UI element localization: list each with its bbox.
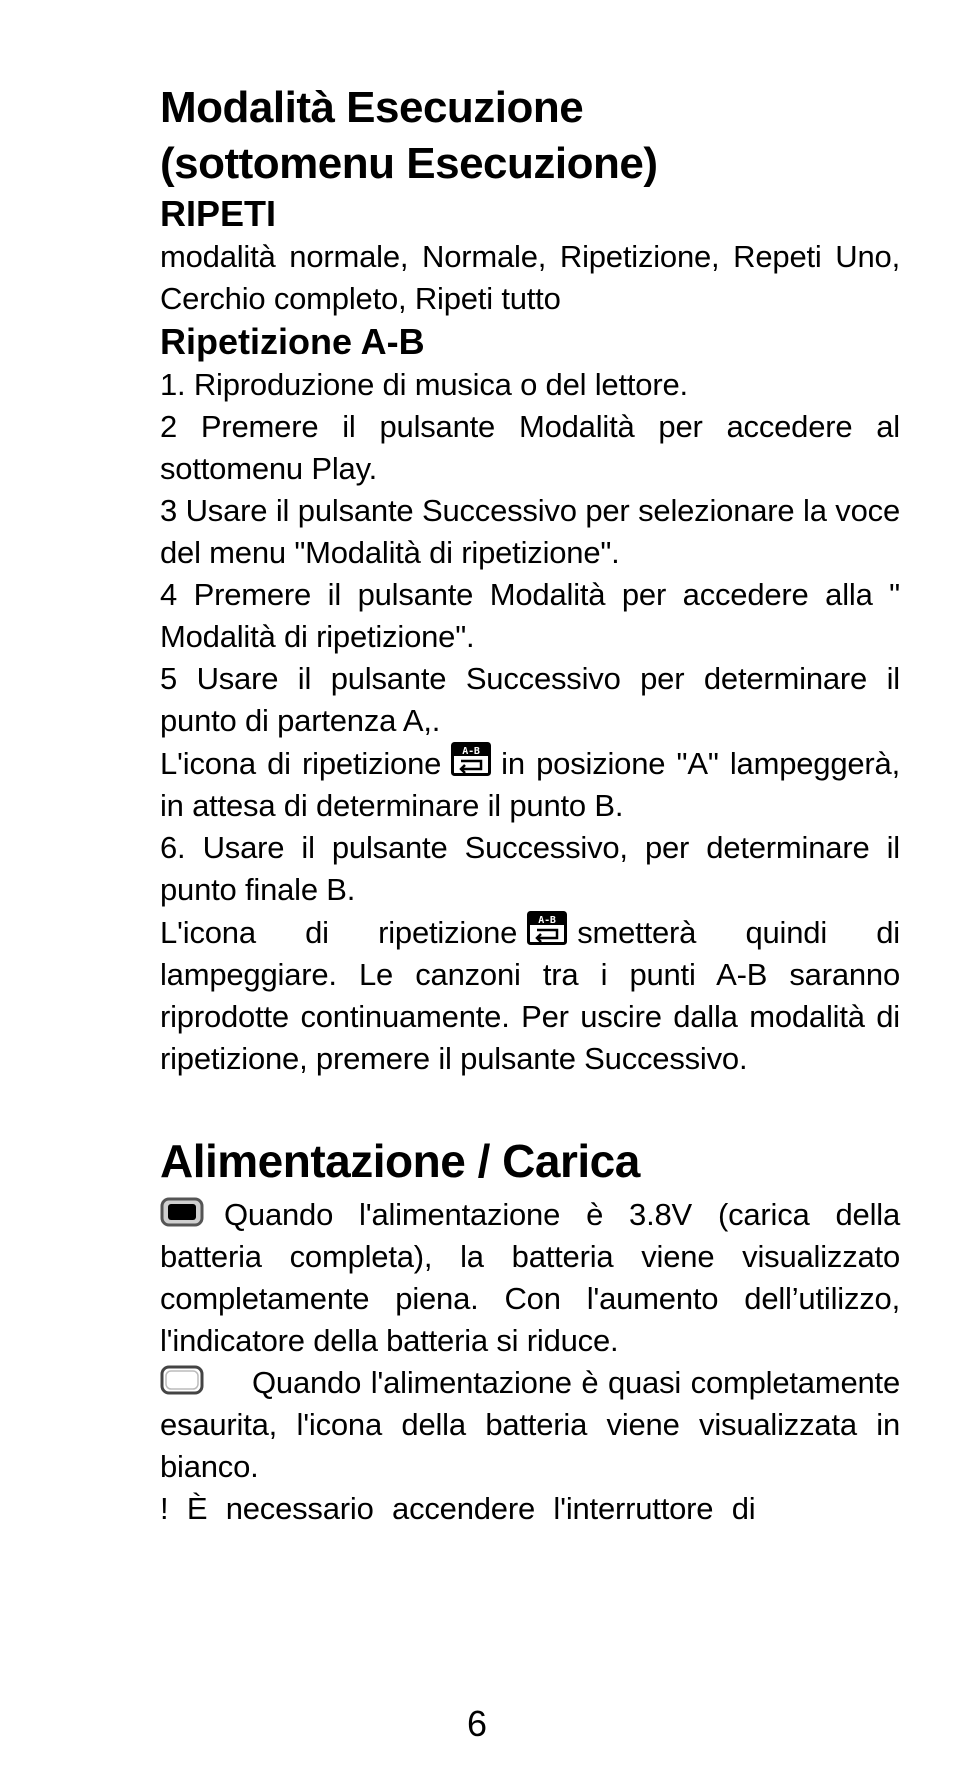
battery-full-icon bbox=[160, 1197, 204, 1227]
icon-note-b: L'icona di ripetizione A-B smetterà quindi di lampeggiare. Le canzoni tra i punti A-B saranno riprodotte continuamente. Per uscire dalla modalità di ripetizione, premere il pulsante Successivo. bbox=[160, 911, 900, 1080]
ab-repeat-icon bbox=[451, 742, 491, 776]
ab-repeat-heading: Ripetizione A-B bbox=[160, 321, 425, 362]
step-3: 3 Usare il pulsante Successivo per selezionare la voce del menu "Modalità di ripetizione". bbox=[160, 493, 900, 570]
ripeti-heading: RIPETI bbox=[160, 193, 277, 234]
step-4: 4 Premere il pulsante Modalità per accedere alla " Modalità di ripetizione". bbox=[160, 577, 900, 654]
section-title-power: Alimentazione / Carica bbox=[160, 1135, 640, 1187]
section-title-play-mode: Modalità Esecuzione (sottomenu Esecuzione) bbox=[160, 83, 658, 188]
battery-full-text: Quando l'alimentazione è 3.8V (carica della batteria completa), la batteria viene visualizzato completamente piena. Con l'aumento dell’utilizzo, l'indicatore della batteria si riduce. bbox=[160, 1197, 900, 1358]
battery-empty-icon bbox=[160, 1365, 204, 1395]
step-5: 5 Usare il pulsante Successivo per determinare il punto di partenza A,. bbox=[160, 661, 900, 738]
manual-page bbox=[160, 80, 900, 1530]
ab-repeat-icon bbox=[527, 911, 567, 945]
step-2: 2 Premere il pulsante Modalità per accedere al sottomenu Play. bbox=[160, 409, 900, 486]
warning-text: ! È necessario accendere l'interruttore di bbox=[160, 1491, 756, 1526]
ripeti-text: modalità normale, Normale, Ripetizione, Repeti Uno, Cerchio completo, Ripeti tutto bbox=[160, 239, 900, 316]
svg-text:A-B: A-B bbox=[462, 746, 480, 757]
battery-empty-text: Quando l'alimentazione è quasi completamente esaurita, l'icona della batteria viene visualizzata in bianco. bbox=[160, 1365, 900, 1484]
step-6: 6. Usare il pulsante Successivo, per determinare il punto finale B. bbox=[160, 830, 900, 907]
step-1: 1. Riproduzione di musica o del lettore. bbox=[160, 367, 688, 402]
svg-text:A-B: A-B bbox=[538, 915, 556, 926]
page-number: 6 bbox=[466, 1703, 488, 1744]
icon-note-a: L'icona di ripetizione A-B in posizione "A" lampeggerà, in attesa di determinare il punto B. bbox=[160, 742, 900, 827]
